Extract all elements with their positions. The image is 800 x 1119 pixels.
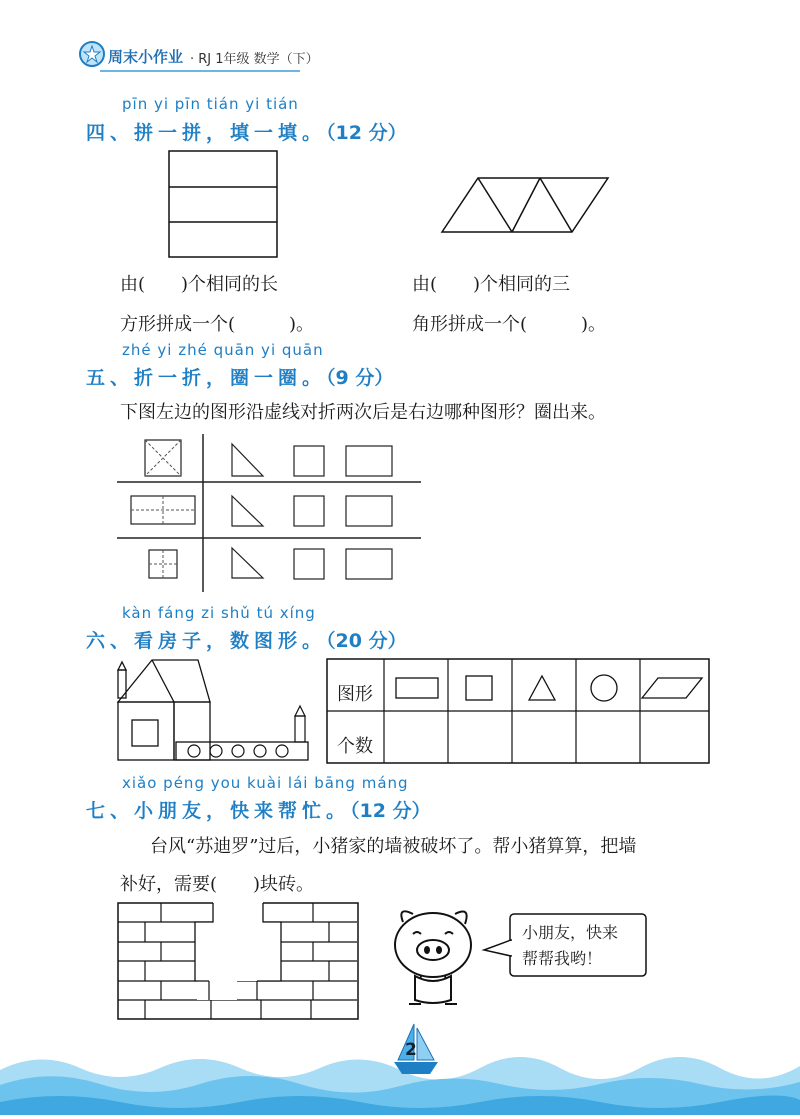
section7-pinyin: xiǎo péng you kuài lái bāng máng xyxy=(122,774,409,792)
section4-points: （12 分） xyxy=(326,122,407,144)
header-logo xyxy=(78,40,106,68)
speech-bubble-line1: 小朋友，快来 xyxy=(522,923,619,942)
shape-count-table xyxy=(326,658,710,768)
section7-line1: 台风“苏迪罗”过后，小猪家的墙被破坏了。帮小猪算算，把墙 xyxy=(150,836,637,857)
section5-instruction: 下图左边的图形沿虚线对折两次后是右边哪种图形？圈出来。 xyxy=(120,402,606,423)
section4-left-line2: 方形拼成一个( )。 xyxy=(120,314,315,335)
section6-pinyin: kàn fáng zi shǔ tú xíng xyxy=(122,604,316,622)
section4-heading xyxy=(86,118,407,145)
folding-grid xyxy=(115,432,425,601)
section6-points: （20 分） xyxy=(326,630,407,652)
parallelogram-icon xyxy=(642,678,702,698)
section5-pinyin: zhé yi zhé quān yi quān xyxy=(122,341,324,359)
speech-bubble-line2: 帮帮我哟！ xyxy=(522,949,603,968)
header-subtitle: · RJ 1年级 数学（下） xyxy=(190,52,319,67)
section4-right-line2: 角形拼成一个( )。 xyxy=(412,314,607,335)
stacked-rectangles-figure xyxy=(168,150,280,264)
page-number: 2 xyxy=(405,1040,417,1060)
circle-icon xyxy=(591,675,617,701)
section6-title: 六、看房子，数图形。 xyxy=(86,630,327,652)
header-title: 周末小作业 xyxy=(108,48,184,66)
rectangle-icon xyxy=(396,678,438,698)
pig-illustration xyxy=(385,900,485,1022)
section7-title: 七、小朋友，快来帮忙。 xyxy=(86,800,351,822)
section5-points: （9 分） xyxy=(326,367,394,389)
section4-left-line1: 由( )个相同的长 xyxy=(120,274,279,295)
section5-title: 五、折一折，圈一圈。 xyxy=(86,367,327,389)
section7-heading xyxy=(86,796,431,823)
section6-heading xyxy=(86,626,407,653)
section4-right-line1: 由( )个相同的三 xyxy=(412,274,571,295)
broken-wall-figure xyxy=(117,902,359,1024)
section7-points: （12 分） xyxy=(350,800,431,822)
table-row1-label: 图形 xyxy=(337,684,373,705)
square-icon xyxy=(466,676,492,700)
section4-pinyin: pīn yi pīn tián yi tián xyxy=(122,95,299,113)
house-figure xyxy=(110,656,315,770)
triangle-icon xyxy=(529,676,555,700)
section5-heading xyxy=(86,363,393,390)
header-divider xyxy=(100,70,300,72)
table-row2-label: 个数 xyxy=(337,736,373,757)
section7-line2: 补好，需要( )块砖。 xyxy=(120,874,315,895)
triangles-figure xyxy=(440,176,610,240)
section4-title: 四、拼一拼，填一填。 xyxy=(86,122,327,144)
